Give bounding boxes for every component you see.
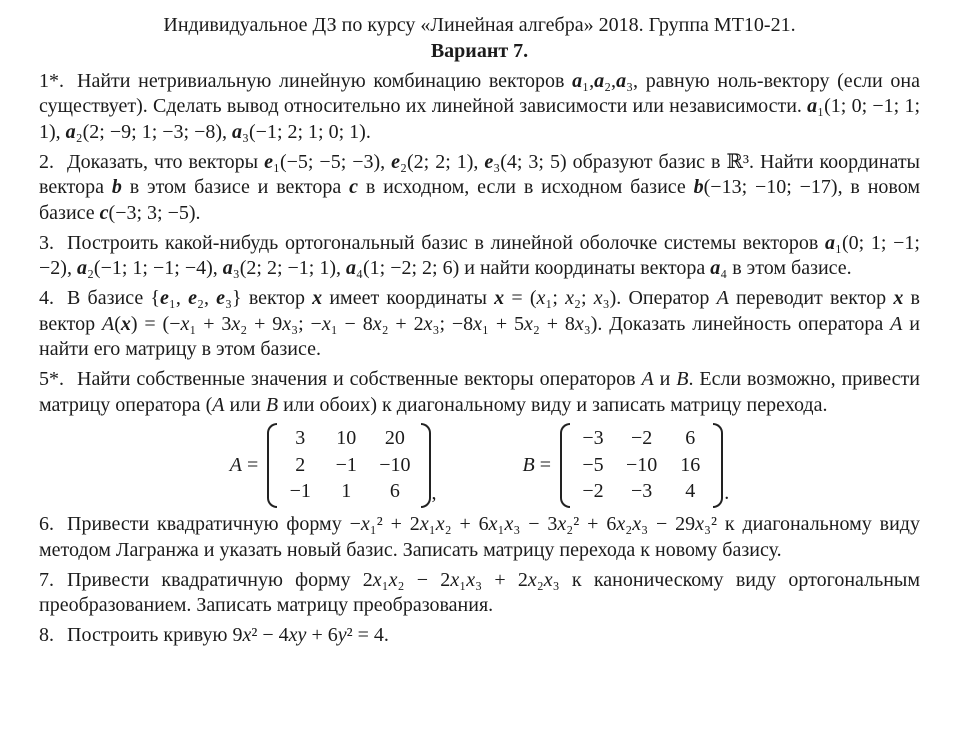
matrix-b-suffix: . (724, 482, 730, 504)
problem-item-3 (39, 231, 920, 282)
matrices-display (39, 423, 920, 508)
problem-item-2 (39, 150, 920, 227)
problem-item-7 (39, 568, 920, 619)
problem-item-6 (39, 512, 920, 563)
matrix-cell: 6 (389, 480, 400, 502)
problem-item-4 (39, 286, 920, 363)
matrix-cell: −10 (379, 453, 411, 476)
matrix-a (230, 423, 437, 508)
matrix-cell: 2 (295, 453, 306, 476)
matrix-b (523, 423, 730, 508)
matrix-cell: 1 (341, 480, 352, 502)
matrix-cell: −10 (626, 453, 658, 476)
problem-text: В базисе {e₁, e₂, e₃} вектор x имеет координаты x = (x₁; x₂; x₃). Оператор A переводит вектор x в вектор A(x) = (−x₁ + 3x₂ + 9x₃; −x₁ − 8x₂ + 2x₃; −8x₁ + 5x₂ + 8x₃). Доказать линейность оператора A и найти его матрицу в этом базисе. (39, 287, 920, 360)
matrix-cell: 16 (680, 453, 701, 476)
problem-number: 5*. (39, 368, 64, 390)
matrix-cell: −3 (582, 427, 604, 449)
problem-number: 2. (39, 150, 54, 173)
matrix-left-paren (267, 423, 277, 508)
matrix-cell: 4 (685, 480, 696, 502)
problem-item-8 (39, 623, 920, 649)
problem-text: Привести квадратичную форму 2x₁x₂ − 2x₁x₃ + 2x₂x₃ к каноническому виду ортогональным преобразованием. Записать матрицу преобразования. (39, 568, 920, 616)
problem-text: Найти нетривиальную линейную комбинацию векторов a₁,a₂,a₃, равную ноль-вектору (если она существует). Сделать вывод относительно их линейной зависимости или независимости. a₁(1; 0; −1; 1; 1), a₂(2; −9; 1; −3; −8), a₃(−1; 2; 1; 0; 1). (39, 69, 921, 143)
problem-number: 7. (39, 568, 54, 591)
matrix-a-entries (280, 423, 417, 508)
matrix-b-entries (573, 423, 710, 508)
matrix-cell: 20 (384, 427, 405, 449)
matrix-cell: 6 (685, 427, 696, 449)
matrix-cell: −2 (582, 480, 604, 502)
problem-number: 8. (39, 624, 54, 646)
document-title: Индивидуальное ДЗ по курсу «Линейная алгебра» 2018. Группа МТ10-21. (163, 14, 796, 36)
problem-text: Построить какой-нибудь ортогональный базис в линейной оболочке системы векторов a₁(0; 1; −1; −2), a₂(−1; 1; −1; −4), a₃(2; 2; −1; 1), a₄(1; −2; 2; 6) и найти координаты вектора a₄ в этом базисе. (39, 231, 920, 279)
variant-heading: Вариант 7. (430, 39, 529, 62)
matrix-cell: −2 (631, 427, 653, 449)
matrix-cell: −3 (631, 480, 653, 502)
matrix-cell: 10 (336, 427, 357, 449)
matrix-cell: −1 (335, 453, 357, 476)
problem-number: 1*. (39, 69, 64, 92)
problem-text: Привести квадратичную форму −x₁² + 2x₁x₂ + 6x₁x₃ − 3x₂² + 6x₂x₃ − 29x₃² к диагональному виду методом Лагранжа и указать новый базис. Записать матрицу перехода к новому базису. (39, 513, 920, 561)
matrix-cell: −5 (582, 453, 604, 476)
matrix-right-paren (713, 423, 723, 508)
matrix-left-paren (560, 423, 570, 508)
matrix-b-label: B = (522, 453, 551, 476)
matrix-cell: 3 (295, 427, 306, 449)
matrix-a-suffix: , (431, 482, 437, 504)
matrix-a-label: A = (229, 453, 259, 476)
problem-text: Найти собственные значения и собственные векторы операторов A и B. Если возможно, привести матрицу оператора (A или B или обоих) к диагональному виду и записать матрицу перехода. (39, 368, 921, 416)
problem-item-5 (39, 367, 920, 418)
matrix-right-paren (421, 423, 431, 508)
problem-number: 6. (39, 513, 54, 535)
problems-list (39, 69, 920, 649)
matrix-cell: −1 (289, 480, 311, 502)
problem-text: Построить кривую 9x² − 4xy + 6y² = 4. (67, 624, 389, 646)
problem-number: 4. (39, 287, 54, 309)
problem-number: 3. (39, 231, 54, 254)
problem-text: Доказать, что векторы e₁(−5; −5; −3), e₂(2; 2; 1), e₃(4; 3; 5) образуют базис в ℝ³. Найти координаты вектора b в этом базисе и вектора c в исходном, если в исходном базисе b(−13; −10; −17), в новом базисе c(−3; 3; −5). (39, 150, 920, 224)
problem-item-1 (39, 69, 920, 146)
